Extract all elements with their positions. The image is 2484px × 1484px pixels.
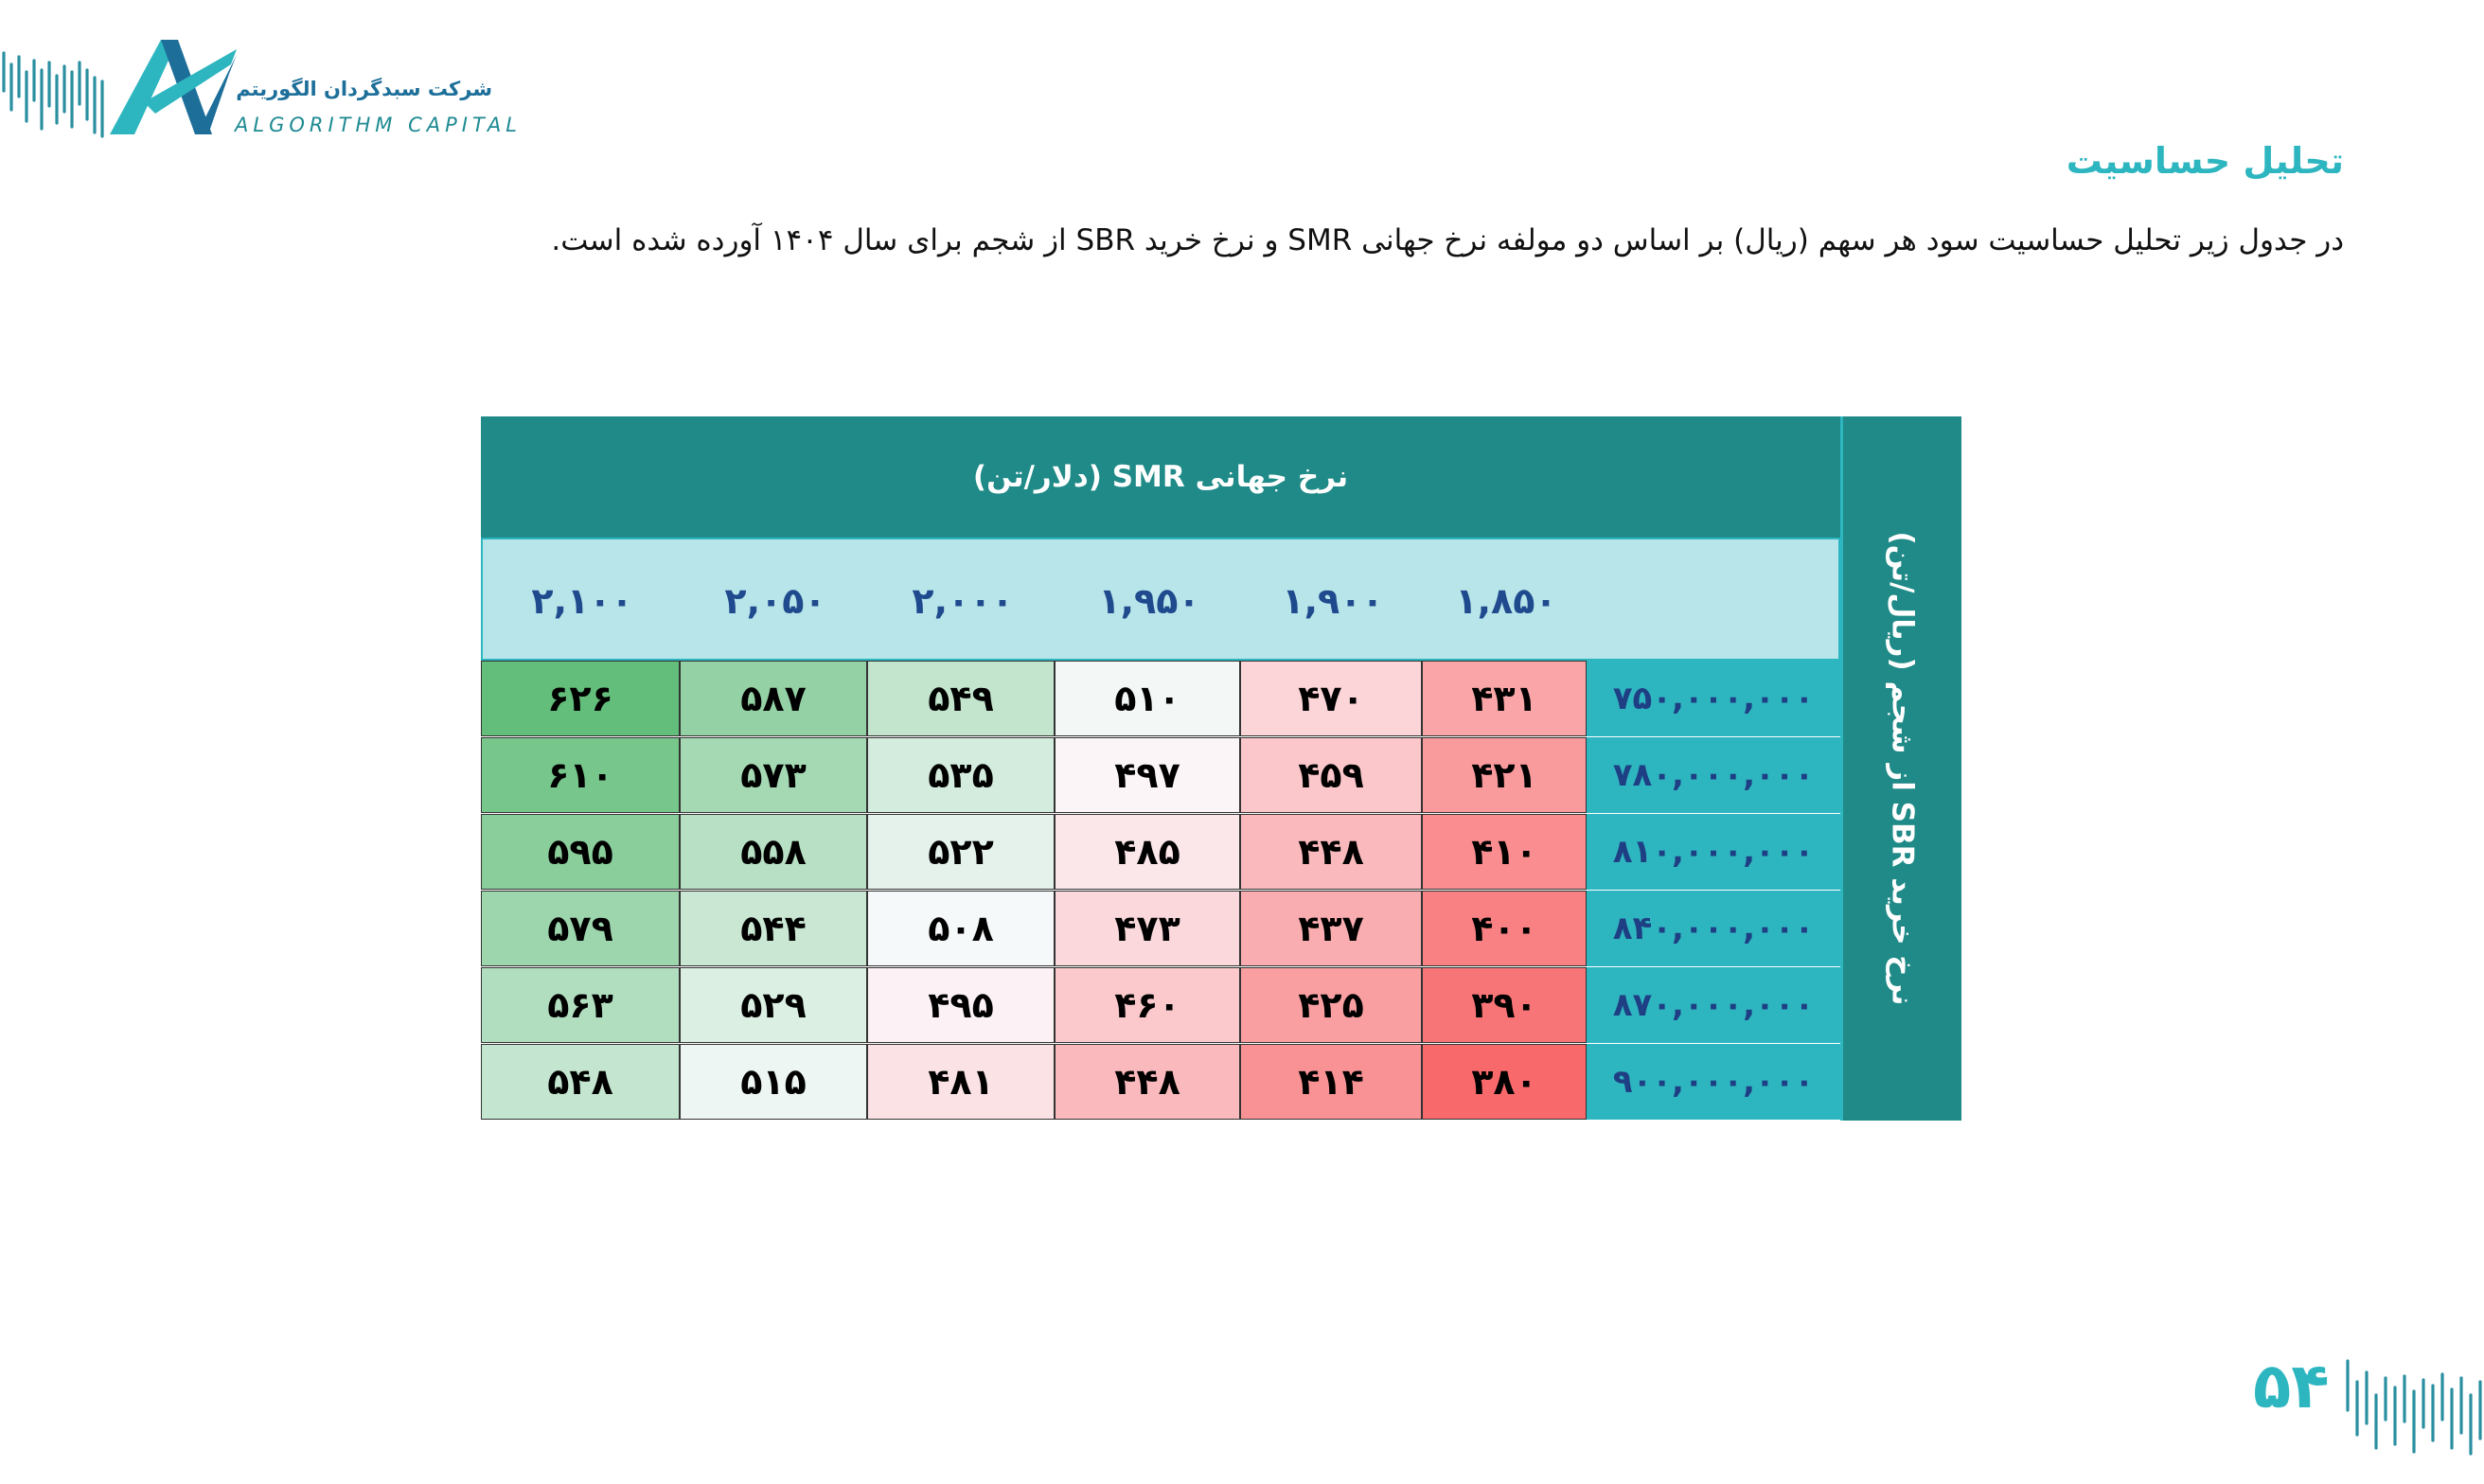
- table-cell: ۵۴۴: [680, 891, 867, 966]
- column-header: ۱,۹۵۰: [1098, 580, 1200, 622]
- column-header-row: [481, 538, 1840, 661]
- table-cell: ۵۹۵: [481, 814, 680, 890]
- bars-icon: [0, 44, 106, 138]
- table-cell: ۴۲۱: [1422, 737, 1587, 813]
- company-logo: [0, 36, 522, 140]
- table-cell: ۴۸۱: [867, 1044, 1055, 1120]
- row-header: ۸۱۰,۰۰۰,۰۰۰: [1587, 814, 1840, 890]
- table-cell: ۴۱۰: [1422, 814, 1587, 890]
- table-cell: ۵۶۳: [481, 967, 680, 1043]
- table-cell: ۵۱۰: [1055, 661, 1240, 736]
- table-cell: ۳۸۰: [1422, 1044, 1587, 1120]
- intro-paragraph: در جدول زیر تحلیل حساسیت سود هر سهم (ریال) بر اساس دو مولفه نرخ جهانی SMR و نرخ خرید SBR از شجم برای سال ۱۴۰۴ آورده شده است.: [551, 223, 2344, 257]
- column-header: ۱,۸۵۰: [1455, 580, 1557, 622]
- table-cell: ۴۶۰: [1055, 967, 1240, 1043]
- table-cell: ۴۹۵: [867, 967, 1055, 1043]
- table-cell: ۴۴۸: [1240, 814, 1422, 890]
- row-header: ۸۷۰,۰۰۰,۰۰۰: [1587, 967, 1840, 1043]
- row-header: ۷۸۰,۰۰۰,۰۰۰: [1587, 737, 1840, 813]
- company-name-en: ALGORITHM CAPITAL: [235, 114, 522, 136]
- table-cell: ۳۹۰: [1422, 967, 1587, 1043]
- row-axis-header: [1840, 416, 1961, 1121]
- table-cell: ۵۱۵: [680, 1044, 867, 1120]
- table-cell: ۵۰۸: [867, 891, 1055, 966]
- table-cell: ۴۲۵: [1240, 967, 1422, 1043]
- column-axis-title: نرخ جهانی SMR (دلار/تن): [481, 416, 1840, 538]
- table-cell: ۴۹۷: [1055, 737, 1240, 813]
- table-cell: ۵۲۲: [867, 814, 1055, 890]
- table-cell: ۵۳۵: [867, 737, 1055, 813]
- table-cell: ۵۷۳: [680, 737, 867, 813]
- table-cell: ۴۱۴: [1240, 1044, 1422, 1120]
- column-header: ۲,۱۰۰: [531, 580, 633, 622]
- table-cell: ۴۴۸: [1055, 1044, 1240, 1120]
- row-header: ۹۰۰,۰۰۰,۰۰۰: [1587, 1044, 1840, 1120]
- algorithm-capital-logo-icon: [106, 36, 239, 138]
- table-cell: ۶۱۰: [481, 737, 680, 813]
- table-cell: ۴۵۹: [1240, 737, 1422, 813]
- page-title: تحلیل حساسیت: [2066, 140, 2344, 182]
- table-cell: ۵۲۹: [680, 967, 867, 1043]
- table-cell: ۶۲۶: [481, 661, 680, 736]
- row-header: ۷۵۰,۰۰۰,۰۰۰: [1587, 661, 1840, 736]
- column-header: ۲,۰۰۰: [912, 580, 1014, 622]
- table-cell: ۴۰۰: [1422, 891, 1587, 966]
- table-cell: ۵۷۹: [481, 891, 680, 966]
- column-header: ۲,۰۵۰: [724, 580, 826, 622]
- row-header: ۸۴۰,۰۰۰,۰۰۰: [1587, 891, 1840, 966]
- table-cell: ۵۸۷: [680, 661, 867, 736]
- page-number: ۵۴: [2253, 1350, 2330, 1422]
- table-cell: ۴۷۳: [1055, 891, 1240, 966]
- table-cell: ۴۳۱: [1422, 661, 1587, 736]
- table-cell: ۵۵۸: [680, 814, 867, 890]
- table-cell: ۵۴۹: [867, 661, 1055, 736]
- row-axis-title: نرخ خرید SBR از شجم (ریال/تن): [1885, 531, 1920, 1006]
- table-cell: ۴۳۷: [1240, 891, 1422, 966]
- table-cell: ۴۸۵: [1055, 814, 1240, 890]
- table-cell: ۴۷۰: [1240, 661, 1422, 736]
- bars-icon: [2344, 1353, 2484, 1458]
- company-name-fa: شرکت سبدگردان الگوریتم: [236, 78, 492, 100]
- table-cell: ۵۴۸: [481, 1044, 680, 1120]
- column-header: ۱,۹۰۰: [1282, 580, 1384, 622]
- sensitivity-table: [481, 416, 1961, 1121]
